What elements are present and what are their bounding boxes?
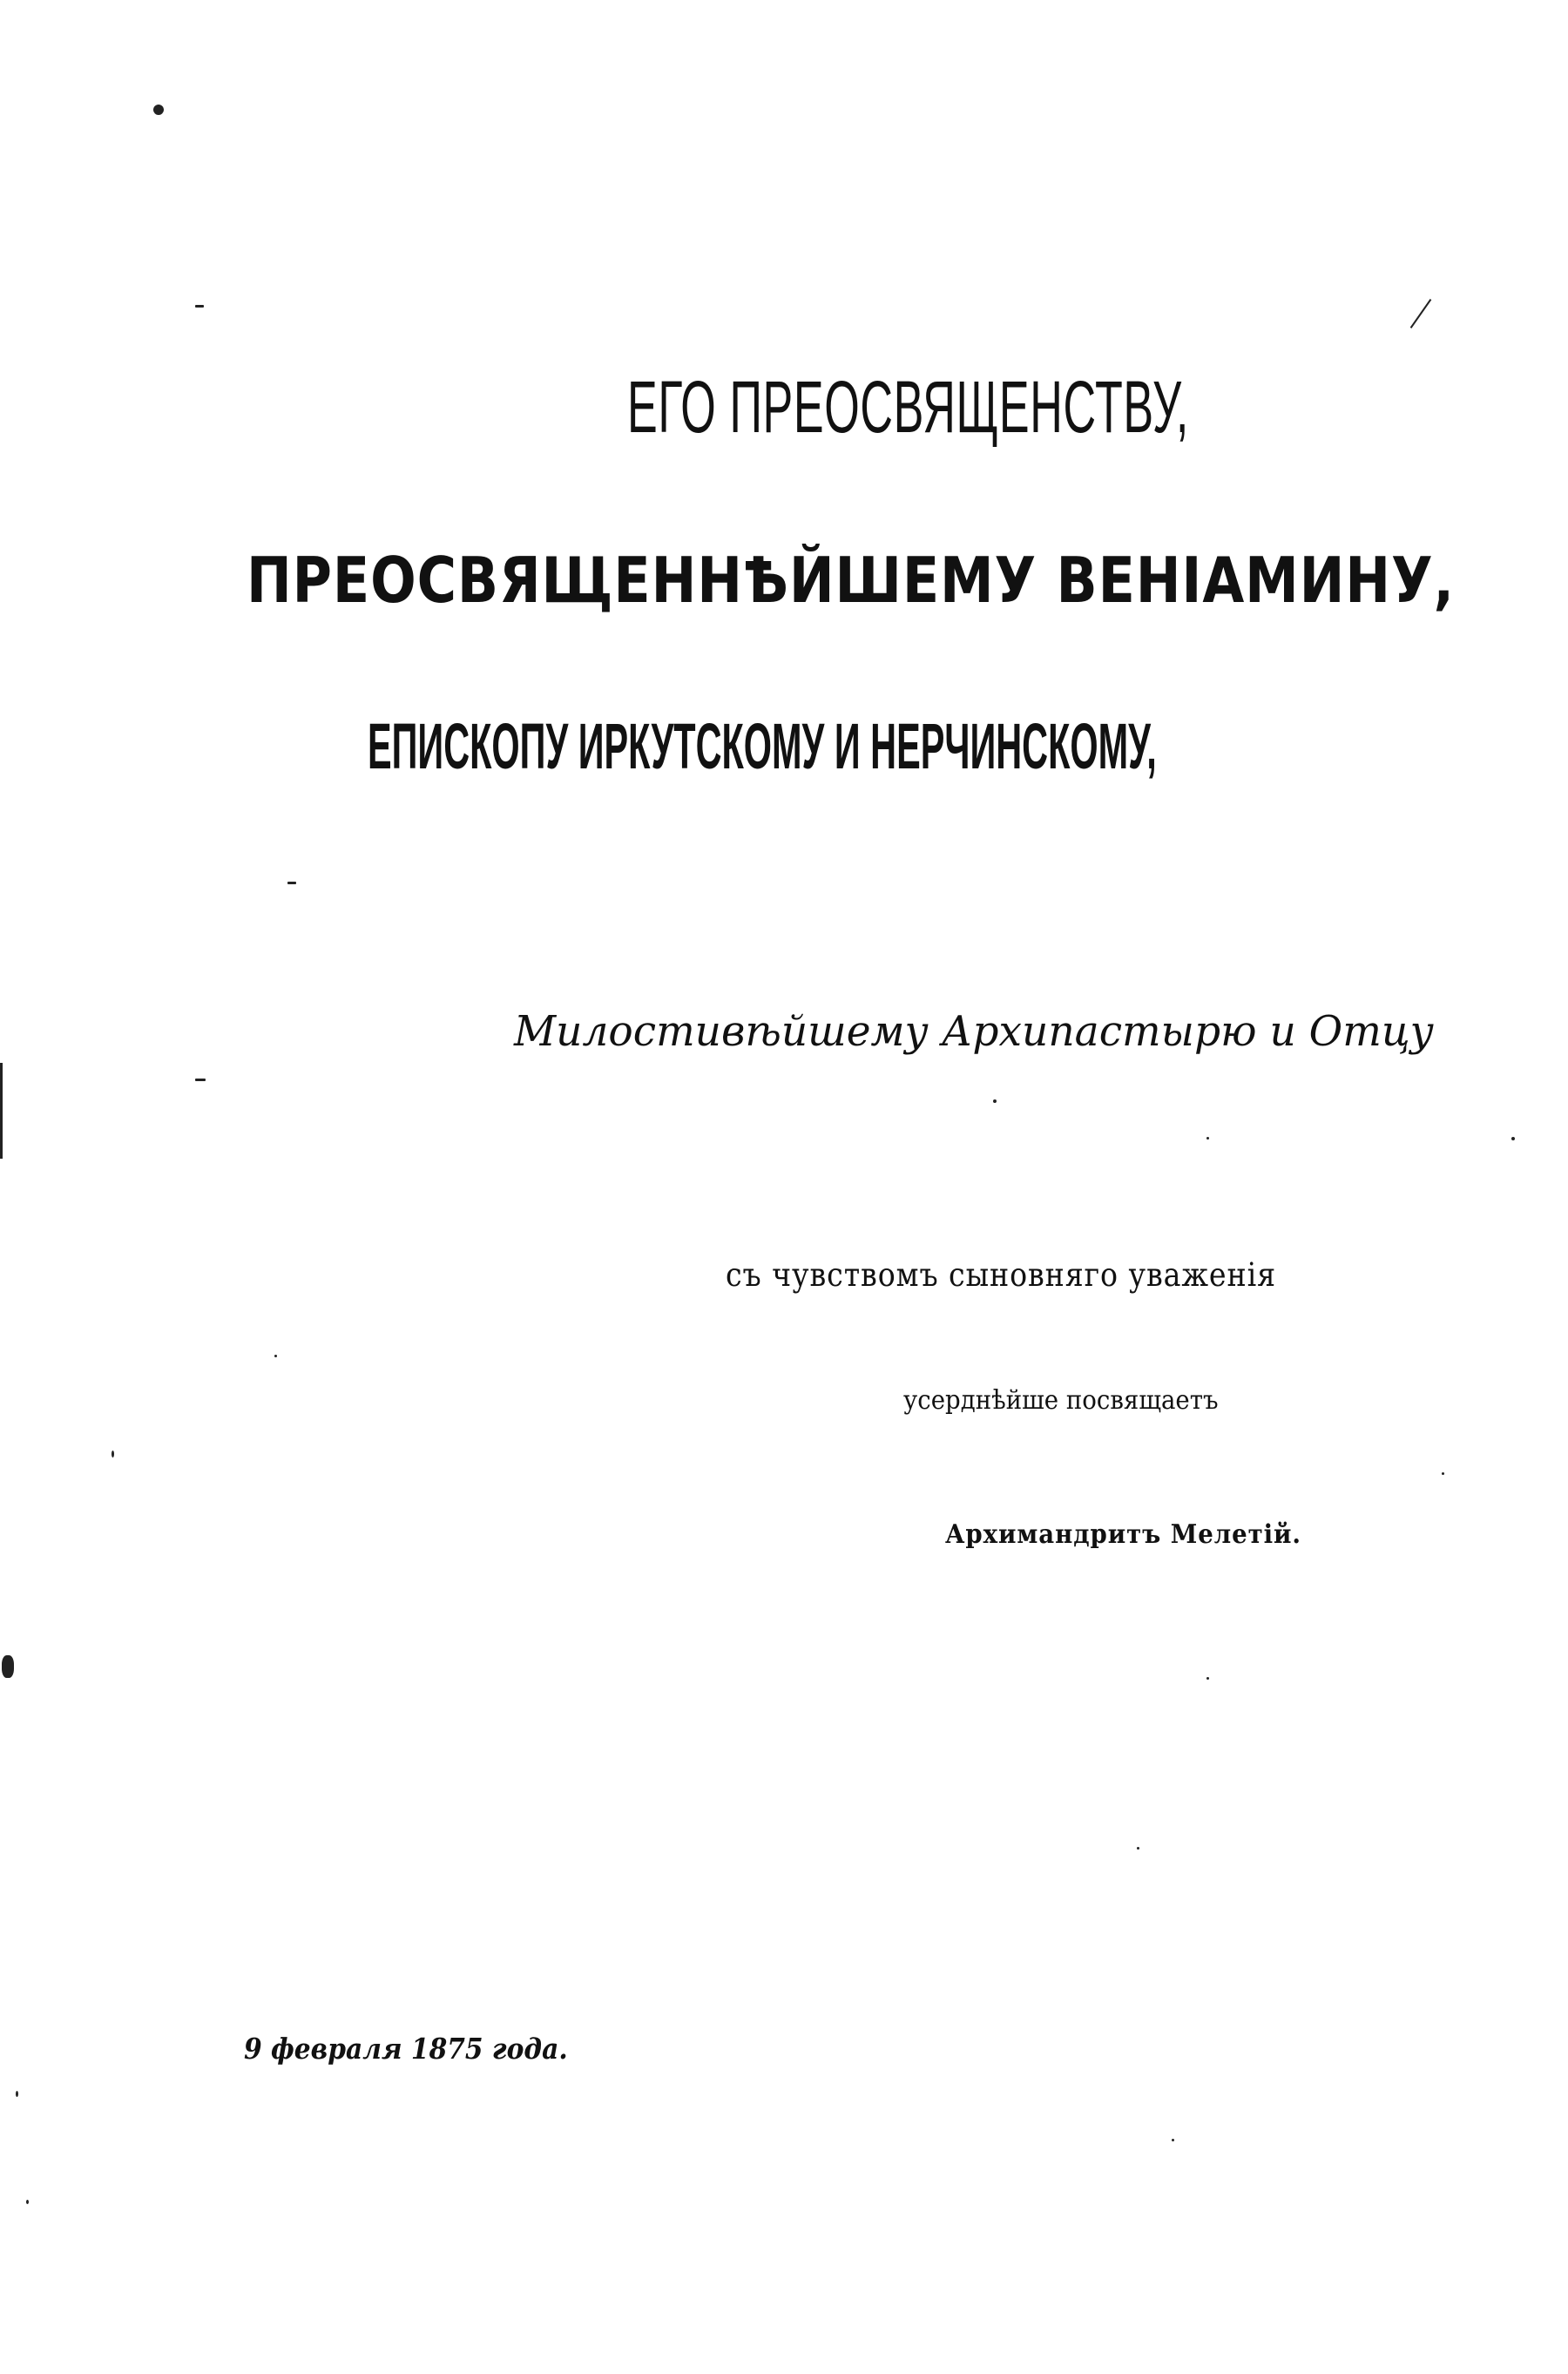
scan-speck	[1410, 299, 1432, 328]
scan-speck	[287, 882, 296, 884]
scan-speck	[16, 2091, 18, 2097]
scan-speck	[1442, 1472, 1444, 1475]
dedication-devotes-line: усерднѣйше посвящаетъ	[903, 1385, 1219, 1416]
scan-speck	[0, 1063, 3, 1159]
dedication-office-line: ЕПИСКОПУ ИРКУТСКОМУ И НЕРЧИНСКОМУ,	[368, 710, 1157, 782]
scan-speck	[195, 1079, 206, 1081]
dedication-address-line: Милостивѣйшему Архипастырю и Отцу	[514, 1007, 1434, 1056]
scan-speck	[1137, 1847, 1139, 1850]
scan-speck	[195, 305, 204, 308]
scan-speck	[993, 1099, 997, 1103]
scan-speck	[112, 1451, 114, 1458]
scan-speck	[1172, 2139, 1174, 2141]
dedication-title-line: ЕГО ПРЕОСВЯЩЕНСТВУ,	[627, 366, 1189, 448]
dedication-date: 9 февраля 1875 года.	[244, 2032, 568, 2066]
author-signature: Архимандритъ Мелетій.	[945, 1519, 1301, 1550]
scan-speck	[1206, 1137, 1209, 1140]
scan-speck	[153, 105, 164, 115]
dedication-respect-line: съ чувствомъ сыновняго уваженія	[726, 1256, 1277, 1294]
dedication-name-line: ПРЕОСВЯЩЕННѢЙШЕМУ ВЕНІАМИНУ,	[247, 544, 1455, 617]
scan-speck	[1206, 1677, 1209, 1680]
scan-speck	[274, 1355, 277, 1357]
scan-speck	[1511, 1137, 1515, 1140]
scan-speck	[2, 1655, 14, 1678]
scan-speck	[26, 2200, 29, 2204]
